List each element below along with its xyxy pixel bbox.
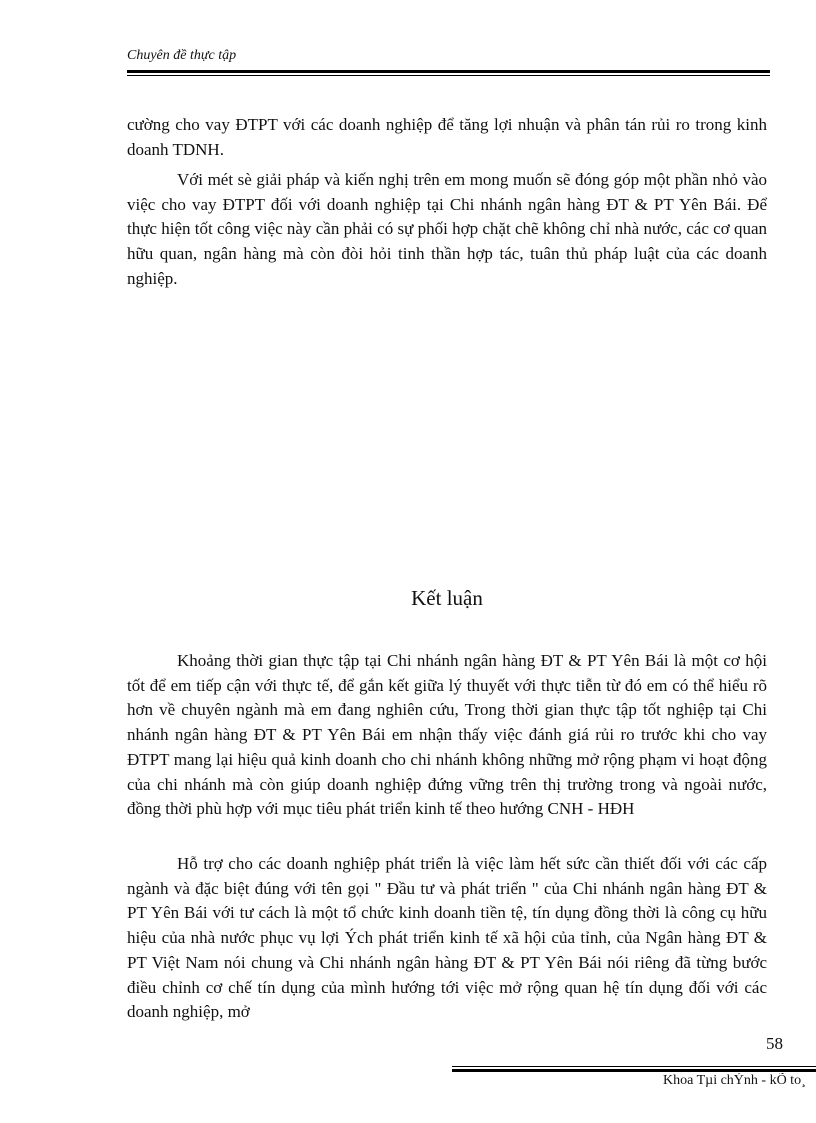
footer-rule-thick xyxy=(452,1069,816,1072)
running-footer: Khoa Tµi chÝnh - kÕ to¸ xyxy=(663,1073,806,1088)
paragraph-conclusion-2: Hỗ trợ cho các doanh nghiệp phát triển là việc làm hết sức cần thiết đối với các cấp ngành và đặc biệt đúng với tên gọi " Đầu tư và phát triển " của Chi nhánh ngân hàng ĐT & PT Yên Bái với tư cách là một tổ chức kinh doanh tiền tệ, tín dụng đồng thời là công cụ hữu hiệu của nhà nước phục vụ lợi Ých phát triển kinh tế xã hội của tỉnh, của Ngân hàng ĐT & PT Việt Nam nói chung và Chi nhánh ngân hàng ĐT & PT Yên Bái nói riêng đã từng bước điều chỉnh cơ chế tín dụng của mình hướng tới việc mở rộng quan hệ tín dụng đối với các doanh nghiệp, mở xyxy=(127,854,767,1022)
header-rule-thick xyxy=(127,70,770,73)
footer-rule-thin xyxy=(452,1066,816,1067)
paragraph-solutions: Với mét sè giải pháp và kiến nghị trên em mong muốn sẽ đóng góp một phần nhỏ vào việc cho vay ĐTPT đối với doanh nghiệp tại Chi nhánh ngân hàng ĐT & PT Yên Bái. Để thực hiện tốt công việc này cần phải có sự phối hợp chặt chẽ không chỉ nhà nước, các cơ quan hữu quan, ngân hàng mà còn đòi hỏi tinh thần hợp tác, tuân thủ pháp luật của các doanh nghiệp. xyxy=(127,170,767,288)
section-heading: Kết luận xyxy=(411,586,483,610)
paragraph-conclusion-1: Khoảng thời gian thực tập tại Chi nhánh ngân hàng ĐT & PT Yên Bái là một cơ hội tốt để em tiếp cận với thực tế, để gắn kết giữa lý thuyết với thực tiễn từ đó em có thể hiểu rõ hơn về chuyên ngành mà em đang nghiên cứu, Trong thời gian thực tập tốt nghiệp tại Chi nhánh ngân hàng ĐT & PT Yên Bái em nhận thấy việc đánh giá rủi ro trước khi cho vay ĐTPT mang lại hiệu quả kinh doanh cho chi nhánh không những mở rộng phạm vi hoạt động của chi nhánh mà còn giúp doanh nghiệp đứng vững trên thị trường trong và ngoài nước, đồng thời phù hợp với mục tiêu phát triển kinh tế theo hướng CNH - HĐH xyxy=(127,651,767,819)
running-header: Chuyên đề thực tập xyxy=(127,48,237,63)
paragraph-continuation: cường cho vay ĐTPT với các doanh nghiệp để tăng lợi nhuận và phân tán rủi ro trong kinh doanh TDNH. xyxy=(127,115,767,159)
header-rule-thin xyxy=(127,75,770,76)
page-number: 58 xyxy=(766,1034,783,1053)
